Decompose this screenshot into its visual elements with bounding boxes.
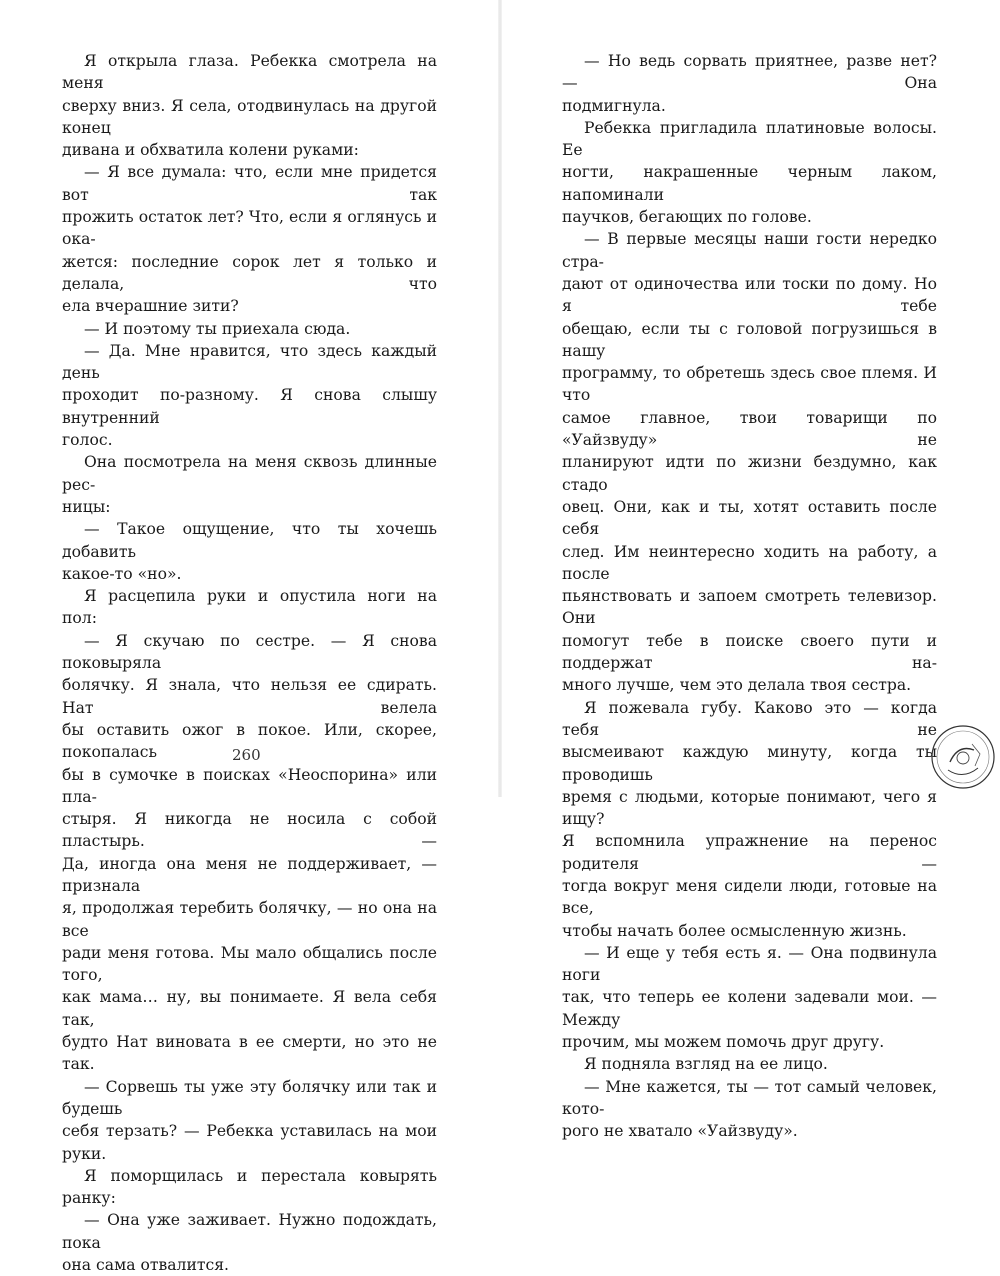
text-line: помогут тебе в поиске своего пути и поддержат на- xyxy=(562,631,937,673)
text-line: Я пожевала губу. Каково это — когда тебя не xyxy=(562,698,937,739)
left-page-text xyxy=(62,50,437,1276)
text-line: дивана и обхватила колени руками: xyxy=(62,141,359,160)
text-line: Я открыла глаза. Ребекка смотрела на меня xyxy=(62,52,437,93)
text-line: голос. xyxy=(62,431,113,450)
library-stamp-icon xyxy=(928,722,998,792)
text-line: — Я все думала: что, если мне придется вот так xyxy=(62,163,437,204)
text-line: ради меня готова. Мы мало общались после того, xyxy=(62,943,437,985)
right-page xyxy=(500,0,1000,1141)
text-line: много лучше, чем это делала твоя сестра. xyxy=(562,676,912,695)
text-line: стыря. Я никогда не носила с собой пластырь. — xyxy=(62,810,437,851)
text-line: прочим, мы можем помочь друг другу. xyxy=(562,1033,885,1052)
text-line: — Такое ощущение, что ты хочешь добавить xyxy=(62,520,437,561)
text-line: обещаю, если ты с головой погрузишься в нашу xyxy=(562,319,937,360)
right-page-text xyxy=(562,50,937,1143)
text-line: — Сорвешь ты уже эту болячку или так и будешь xyxy=(62,1077,437,1118)
text-line: рого не хватало «Уайзвуду». xyxy=(562,1122,798,1141)
text-line: овец. Они, как и ты, хотят оставить после себя xyxy=(562,497,937,539)
text-line: время с людьми, которые понимают, чего я ищу? xyxy=(562,787,937,829)
text-line: подмигнула. xyxy=(562,96,666,115)
text-line: — В первые месяцы наши гости нередко стра- xyxy=(562,230,937,271)
text-line: чтобы начать более осмысленную жизнь. xyxy=(562,921,907,940)
text-line: программу, то обретешь здесь свое племя. И что xyxy=(562,364,937,405)
text-line: ницы: xyxy=(62,497,111,516)
text-line: Я расцепила руки и опустила ноги на пол: xyxy=(62,587,437,628)
text-line: так, что теперь ее колени задевали мои. — Между xyxy=(562,988,937,1029)
text-line: Ребекка пригладила платиновые волосы. Ее xyxy=(562,118,937,160)
text-line: проходит по-разному. Я снова слышу внутренний xyxy=(62,386,437,427)
text-line: высмеивают каждую минуту, когда ты проводишь xyxy=(562,743,937,784)
text-line: я, продолжая теребить болячку, — но она на все xyxy=(62,899,437,940)
text-line: пьянствовать и запоем смотреть телевизор. Они xyxy=(562,587,937,628)
text-line: ела вчерашние зити? xyxy=(62,297,239,316)
text-line: Да, иногда она меня не поддерживает, — признала xyxy=(62,854,437,895)
text-line: — Но ведь сорвать приятнее, разве нет? — Она xyxy=(562,52,937,93)
text-line: — Я скучаю по сестре. — Я снова поковыряла xyxy=(62,631,437,673)
page-number: 260 xyxy=(232,746,261,764)
text-line: себя терзать? — Ребекка уставилась на мои руки. xyxy=(62,1122,437,1163)
text-line: планируют идти по жизни бездумно, как стадо xyxy=(562,453,937,494)
text-line: сверху вниз. Я села, отодвинулась на другой конец xyxy=(62,96,437,137)
text-line: она сама отвалится. xyxy=(62,1256,229,1275)
text-line: дают от одиночества или тоски по дому. Но я тебе xyxy=(562,274,937,316)
text-line: Я вспомнила упражнение на перенос родителя — xyxy=(562,832,937,873)
text-line: как мама… ну, вы понимаете. Я вела себя так, xyxy=(62,988,437,1029)
text-line: какое-то «но». xyxy=(62,564,182,583)
text-line: болячку. Я знала, что нельзя ее сдирать. Нат велела xyxy=(62,676,437,717)
text-line: тогда вокруг меня сидели люди, готовые на все, xyxy=(562,876,937,918)
text-line: — И поэтому ты приехала сюда. xyxy=(84,319,351,338)
text-line: ногти, накрашенные черным лаком, напоминали xyxy=(562,163,937,204)
text-line: бы в сумочке в поисках «Неоспорина» или пла- xyxy=(62,765,437,806)
left-page xyxy=(0,0,500,1275)
text-line: — И еще у тебя есть я. — Она подвинула ноги xyxy=(562,943,937,985)
text-line: Я подняла взгляд на ее лицо. xyxy=(584,1055,828,1074)
text-line: — Она уже заживает. Нужно подождать, пока xyxy=(62,1211,437,1252)
text-line: паучков, бегающих по голове. xyxy=(562,208,812,227)
text-line: Я поморщилась и перестала ковырять ранку: xyxy=(62,1166,437,1208)
text-line: бы оставить ожог в покое. Или, скорее, покопалась xyxy=(62,720,437,762)
text-line: жется: последние сорок лет я только и делала, что xyxy=(62,252,437,293)
text-line: самое главное, твои товарищи по «Уайзвуду» не xyxy=(562,408,937,450)
text-line: будто Нат виновата в ее смерти, но это не так. xyxy=(62,1033,437,1074)
text-line: след. Им неинтересно ходить на работу, а после xyxy=(562,542,937,583)
text-line: прожить остаток лет? Что, если я оглянусь и ока- xyxy=(62,208,437,249)
text-line: Она посмотрела на меня сквозь длинные рес- xyxy=(62,453,437,494)
text-line: — Мне кажется, ты — тот самый человек, кото- xyxy=(562,1077,937,1118)
text-line: — Да. Мне нравится, что здесь каждый день xyxy=(62,341,437,383)
